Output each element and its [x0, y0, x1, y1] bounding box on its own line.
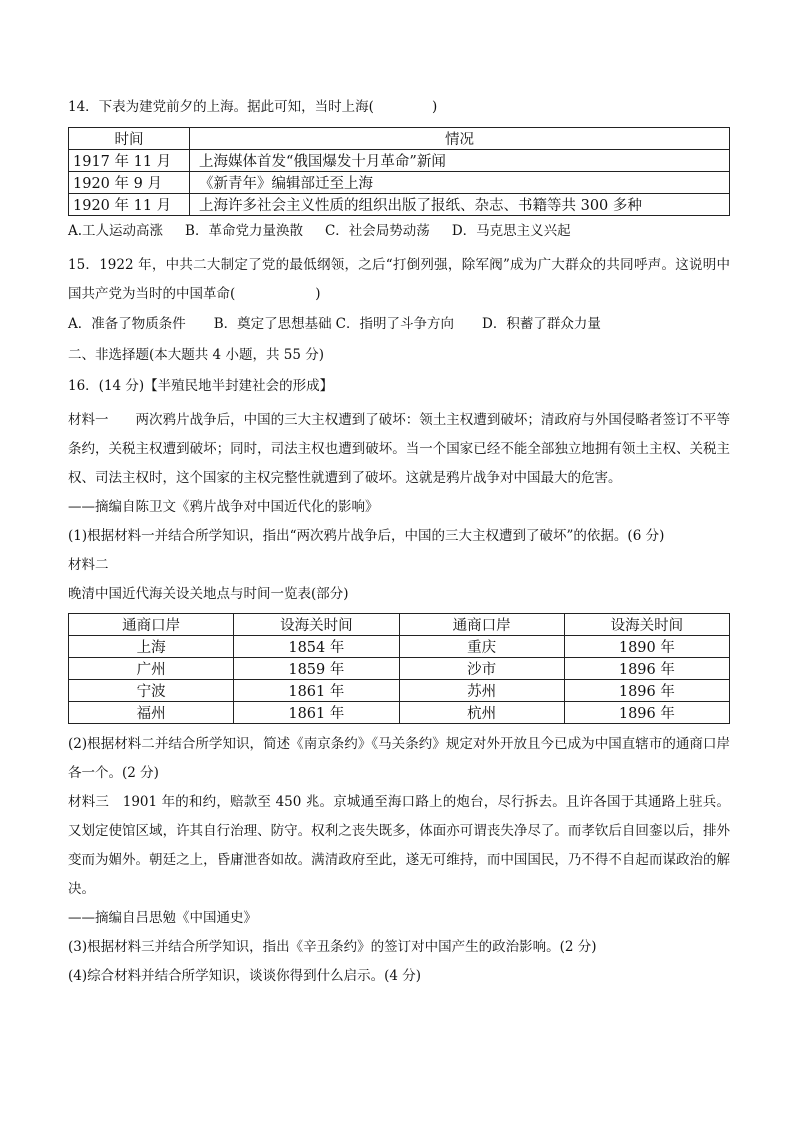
- table-header-cell: 通商口岸: [69, 614, 234, 636]
- q16-table2-caption: 晚清中国近代海关设关地点与时间一览表(部分): [68, 586, 349, 602]
- table-cell: 广州: [69, 658, 234, 680]
- q14-option-d[interactable]: D．马克思主义兴起: [451, 223, 571, 239]
- q16-material2-label: 材料二: [68, 557, 109, 573]
- q16-table2-header: [69, 614, 730, 636]
- q16-material3: 材料三 1901 年的和约，赔款至 450 兆。京城通至海口路上的炮台，尽行拆去。且许各国于其通路上驻兵。又划定使馆区域，许其自行治理、防守。权利之丧失既多，体面亦可谓丧失净尽了。而孝钦后自回銮以后，排外变而为媚外。朝廷之上，昏庸泄沓如故。满清政府至此，遂无可维持，而中国国民，乃不得不自起而谋政治的解决。: [68, 794, 730, 897]
- table-row: [69, 636, 730, 658]
- section-heading: 二、非选择题(本大题共 4 小题，共 55 分): [68, 347, 324, 363]
- q15-stem: 15．1922 年，中共二大制定了党的最低纲领，之后“打倒列强，除军阀”成为广大群众的共同呼声。这说明中国共产党为当时的中国革命( ): [68, 257, 730, 302]
- table-cell: 1859 年: [234, 658, 399, 680]
- table-row: [69, 194, 730, 216]
- table-cell: 1920 年 9 月: [69, 172, 190, 194]
- table-header-cell: 设海关时间: [234, 614, 399, 636]
- table-cell: 1896 年: [564, 680, 729, 702]
- table-cell: 1854 年: [234, 636, 399, 658]
- q15-option-d[interactable]: D．积蓄了群众力量: [482, 316, 601, 332]
- table-header-cell: 设海关时间: [564, 614, 729, 636]
- table-row: [69, 150, 730, 172]
- q16-material1: 材料一 两次鸦片战争后，中国的三大主权遭到了破坏：领土主权遭到破坏；清政府与外国侵略者签订不平等条约，关税主权遭到破坏；同时，司法主权也遭到破坏。当一个国家已经不能全部独立地拥有领土主权、关税主权、司法主权时，这个国家的主权完整性就遭到了破坏。这就是鸦片战争对中国最大的危害。: [68, 412, 730, 486]
- table-row: [69, 680, 730, 702]
- table-row: [69, 172, 730, 194]
- table-cell: 上海: [69, 636, 234, 658]
- table-cell: 宁波: [69, 680, 234, 702]
- q16-source3: ——摘编自吕思勉《中国通史》: [68, 910, 257, 926]
- q16-sub3: (3)根据材料三并结合所学知识，指出《辛丑条约》的签订对中国产生的政治影响。(2 分): [68, 939, 597, 955]
- q14-option-b[interactable]: B．革命党力量涣散: [185, 223, 303, 239]
- q14-stem: 14．下表为建党前夕的上海。据此可知，当时上海( ): [68, 99, 438, 115]
- q16-sub4: (4)综合材料并结合所学知识，谈谈你得到什么启示。(4 分): [68, 968, 422, 984]
- q15-option-c[interactable]: C．指明了斗争方向: [335, 316, 455, 332]
- q14-options: [68, 220, 730, 242]
- q15-options: [68, 313, 730, 335]
- q14-option-c[interactable]: C．社会局势动荡: [324, 223, 430, 239]
- q14-table: [68, 127, 730, 216]
- table-cell: 上海媒体首发“俄国爆发十月革命”新闻: [190, 150, 730, 172]
- q16-sub1: (1)根据材料一并结合所学知识，指出“两次鸦片战争后，中国的三大主权遭到了破坏”的依据。(6 分): [68, 528, 665, 544]
- q16-title: 16．(14 分)【半殖民地半封建社会的形成】: [68, 378, 334, 394]
- q16-source1: ——摘编自陈卫文《鸦片战争对中国近代化的影响》: [68, 499, 379, 515]
- table-cell: 1861 年: [234, 702, 399, 724]
- table-cell: 1890 年: [564, 636, 729, 658]
- q14-table-header: [69, 128, 730, 150]
- table-cell: 1896 年: [564, 702, 729, 724]
- table-row: [69, 658, 730, 680]
- table-cell: 苏州: [399, 680, 564, 702]
- exam-page: [68, 96, 730, 991]
- table-cell: 《新青年》编辑部迁至上海: [190, 172, 730, 194]
- q16-customs-table: [68, 613, 730, 724]
- q14-option-a[interactable]: A.工人运动高涨: [68, 223, 164, 239]
- table-cell: 上海许多社会主义性质的组织出版了报纸、杂志、书籍等共 300 多种: [190, 194, 730, 216]
- q14-th-situation: 情况: [190, 128, 730, 150]
- table-cell: 1896 年: [564, 658, 729, 680]
- table-cell: 1917 年 11 月: [69, 150, 190, 172]
- table-cell: 1861 年: [234, 680, 399, 702]
- q16-sub2: (2)根据材料二并结合所学知识，简述《南京条约》《马关条约》规定对外开放且今已成为中国直辖市的通商口岸各一个。(2 分): [68, 736, 730, 781]
- table-cell: 沙市: [399, 658, 564, 680]
- table-row: [69, 702, 730, 724]
- table-header-cell: 通商口岸: [399, 614, 564, 636]
- table-cell: 重庆: [399, 636, 564, 658]
- table-cell: 杭州: [399, 702, 564, 724]
- q14-th-time: 时间: [69, 128, 190, 150]
- q15-option-b[interactable]: B．奠定了思想基础: [213, 316, 332, 332]
- table-cell: 1920 年 11 月: [69, 194, 190, 216]
- table-cell: 福州: [69, 702, 234, 724]
- q15-option-a[interactable]: A．准备了物质条件: [68, 316, 186, 332]
